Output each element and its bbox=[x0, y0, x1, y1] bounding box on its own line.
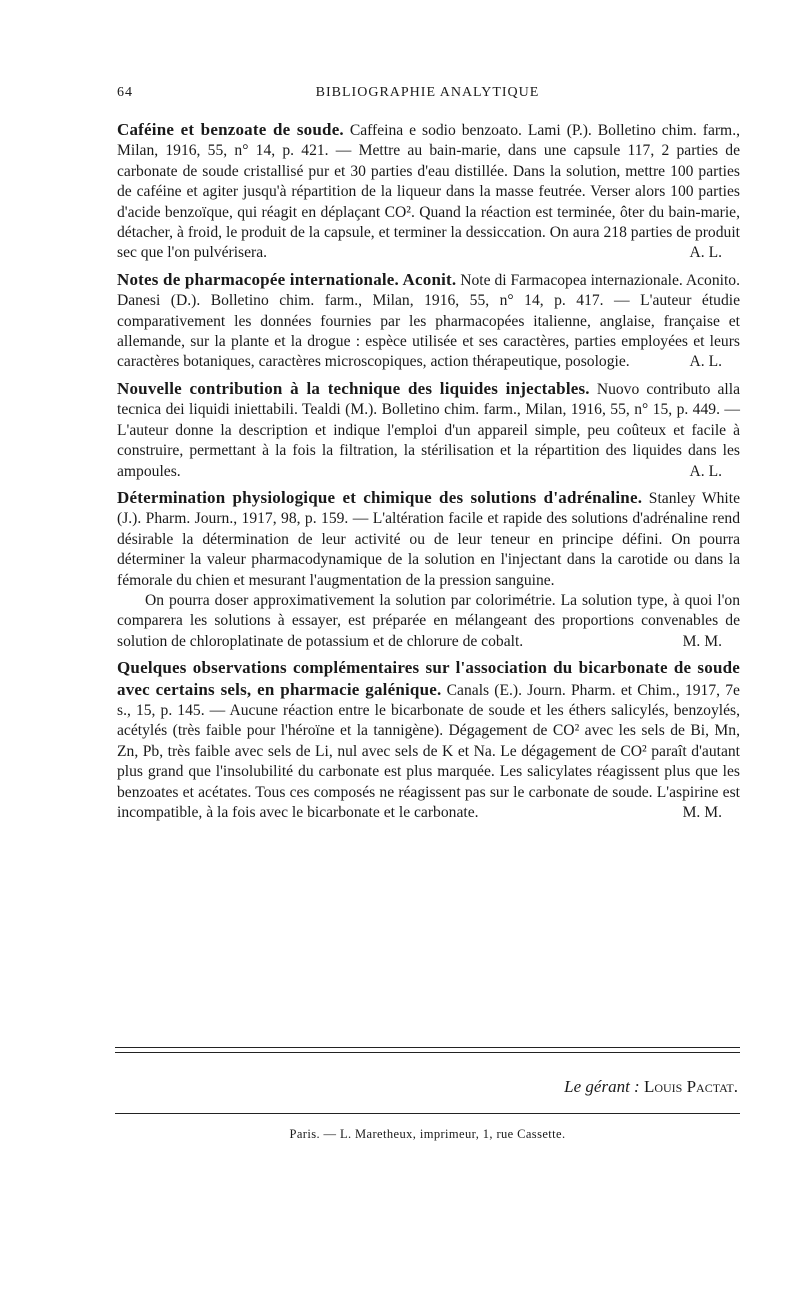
gerant-label: Le gérant : bbox=[564, 1077, 640, 1096]
article-aconit bbox=[117, 270, 740, 373]
divider-rule bbox=[115, 1113, 740, 1114]
article-paragraph bbox=[117, 120, 740, 264]
gerant-line bbox=[564, 1077, 738, 1097]
article-signature: A. L. bbox=[689, 353, 722, 371]
page-number: 64 bbox=[117, 85, 133, 100]
printer-imprint: Paris. — L. Maretheux, imprimeur, 1, rue Cassette. bbox=[289, 1127, 566, 1141]
article-title: Quelques observations complémentaires sur l'association du bicarbonate de soude avec certains sels, en pharmacie galénique. bbox=[117, 658, 740, 699]
article-paragraph bbox=[117, 658, 740, 823]
article-paragraph bbox=[117, 488, 740, 591]
article-title: Caféine et benzoate de soude. bbox=[117, 120, 344, 139]
article-paragraph bbox=[117, 379, 740, 482]
running-header bbox=[117, 85, 738, 107]
article-paragraph bbox=[117, 270, 740, 373]
divider-rule bbox=[115, 1047, 740, 1048]
article-body: Nuovo contributo alla tecnica dei liquidi iniettabili. Tealdi (M.). Bolletino chim. farm., Milan, 1916, 55, n° 15, p. 449. — L'auteur donne la description et indique l'emploi d'un appareil simple, peu coûteux et facile à construire, permettant à la fois la filtration, la stérilisation et la répartition des liquides dans les ampoules. bbox=[117, 380, 740, 480]
article-adrenaline bbox=[117, 488, 740, 652]
article-list bbox=[117, 120, 740, 829]
article-signature: A. L. bbox=[689, 244, 722, 262]
divider-rule bbox=[115, 1052, 740, 1053]
article-title: Nouvelle contribution à la technique des liquides injectables. bbox=[117, 378, 590, 398]
article-cafeine bbox=[117, 120, 740, 264]
article-body: Canals (E.). Journ. Pharm. et Chim., 1917, 7e s., 15, p. 145. — Aucune réaction entre le bicarbonate de soude et les éthers salicylés, benzoylés, acétylés (très faible pour l'héroïne et la tannigène). Dégagement de CO² avec les sels de Bi, Mn, Zn, Pb, très faible avec sels de Li, nul avec sels de K et Na. Le dégagement de CO² paraît d'autant plus grand que l'insolubilité du carbonate est plus marquée. Les salicylates réagissent plus que les benzoates et acétates. Tous ces composés ne réagissent pas sur le carbonate de soude. L'aspirine est incompatible, à la fois avec le bicarbonate et le carbonate. bbox=[117, 681, 740, 821]
article-signature: A. L. bbox=[689, 462, 722, 480]
running-title: BIBLIOGRAPHIE ANALYTIQUE bbox=[315, 85, 540, 100]
article-paragraph-2 bbox=[117, 591, 740, 652]
article-body-2: On pourra doser approximativement la solution par colorimétrie. La solution type, à quoi l'on comparera les solutions à essayer, est préparée en mélangeant des proportions convenables de solution de chloroplatinate de potassium et de chlorure de cobalt. bbox=[117, 591, 740, 650]
article-signature: M. M. bbox=[682, 804, 722, 821]
gerant-name: Louis Pactat. bbox=[643, 1077, 738, 1096]
article-body: Caffeina e sodio benzoato. Lami (P.). Bolletino chim. farm., Milan, 1916, 55, n° 14, p. 421. — Mettre au bain-marie, dans une capsule 117, 2 parties de carbonate de soude cristallisé pur et 30 parties d'eau distillée. Dans la solution, mettre 100 parties de caféine et agiter jusqu'à répartition de la liqueur dans la masse feutrée. Verser alors 100 parties d'acide benzoïque, qui réagit en déplaçant CO². Quand la réaction est terminée, ôter du bain-marie, détacher, à froid, le produit de la capsule, et terminer la dessiccation. On aura 218 parties de produit sec que l'on pulvérisera. bbox=[117, 122, 740, 262]
article-body: Stanley White (J.). Pharm. Journ., 1917, 98, p. 159. — L'altération facile et rapide des solutions d'adrénaline rend désirable la détermination de leur activité ou de leur teneur en principe défini. On pourra déterminer la valeur pharmacodynamique de la solution en l'injectant dans la carotide ou dans la fémorale du chien et mesurant l'augmentation de la pression sanguine. bbox=[117, 489, 740, 589]
article-title: Notes de pharmacopée internationale. Aconit. bbox=[117, 269, 457, 289]
article-bicarbonate bbox=[117, 658, 740, 823]
article-signature: M. M. bbox=[682, 632, 722, 650]
article-liquides-injectables bbox=[117, 379, 740, 482]
article-title: Détermination physiologique et chimique des solutions d'adrénaline. bbox=[117, 487, 643, 507]
article-body: Note di Farmacopea internazionale. Aconito. Danesi (D.). Bolletino chim. farm., Milan, 1916, 55, n° 14, p. 417. — L'auteur étudie comparativement les données fournies par les pharmacopées italienne, anglaise, française et allemande, sur la plante et la drogue : espèce utilisée et ses caractères, parties employées et leurs caractères botaniques, caractères microscopiques, action thérapeutique, posologie. bbox=[117, 271, 740, 371]
